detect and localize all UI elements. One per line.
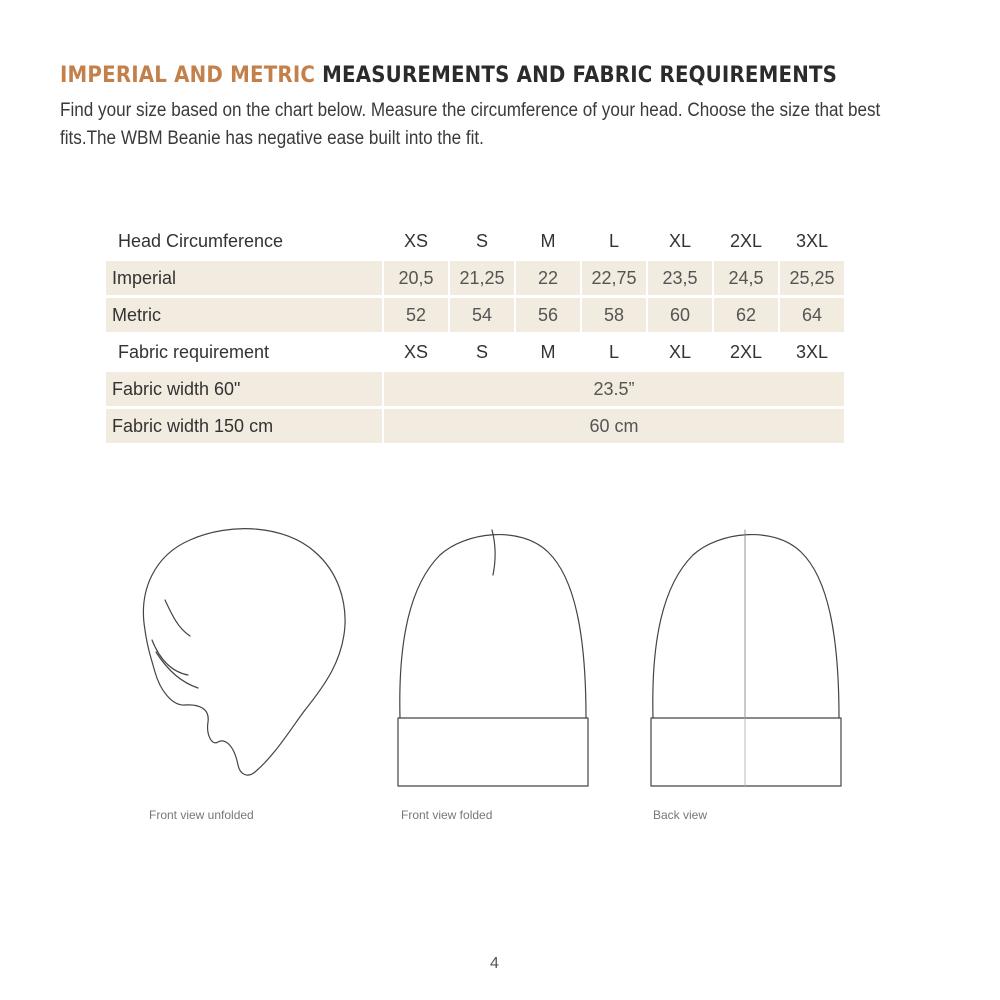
imperial-value: 20,5	[384, 261, 448, 295]
imperial-label: Imperial	[106, 261, 382, 295]
imperial-value: 23,5	[648, 261, 712, 295]
title-accent: IMPERIAL AND METRIC	[60, 63, 316, 88]
metric-value: 56	[516, 298, 580, 332]
fabric-size-header-cell: 3XL	[795, 341, 829, 362]
fabric-size-header-cell: 2XL	[729, 341, 763, 362]
fabric-width-150-value: 60 cm	[384, 409, 844, 443]
intro-text: Find your size based on the chart below. Measure the circumference of your head. Choose the size that best fits.The WBM Beanie has negative ease built into the fit.	[60, 100, 881, 149]
metric-value: 60	[648, 298, 712, 332]
metric-label: Metric	[106, 298, 382, 332]
size-header-cell: L	[608, 230, 619, 251]
fabric-requirement-label: Fabric requirement	[118, 341, 270, 362]
caption-front-folded: Front view folded	[401, 808, 493, 822]
metric-value: 54	[450, 298, 514, 332]
fabric-size-header-cell: L	[608, 341, 619, 362]
imperial-value: 21,25	[450, 261, 514, 295]
size-header-cell: XL	[668, 230, 692, 251]
beanie-unfolded-drawing	[143, 529, 345, 775]
size-header-cell: 3XL	[795, 230, 829, 251]
imperial-value: 22	[516, 261, 580, 295]
beanie-folded-front-drawing	[398, 530, 588, 786]
metric-value: 58	[582, 298, 646, 332]
size-header-cell: 2XL	[729, 230, 763, 251]
imperial-value: 22,75	[582, 261, 646, 295]
caption-back-view: Back view	[653, 808, 708, 822]
page-number: 4	[490, 955, 499, 972]
imperial-value: 25,25	[780, 261, 844, 295]
size-header-cell: S	[475, 230, 488, 251]
metric-value: 62	[714, 298, 778, 332]
title-rest: MEASUREMENTS AND FABRIC REQUIREMENTS	[322, 63, 838, 88]
fabric-width-60-label: Fabric width 60"	[106, 372, 382, 406]
fabric-size-header-cell: S	[475, 341, 488, 362]
beanie-back-drawing	[651, 530, 841, 786]
head-circumference-label: Head Circumference	[118, 230, 284, 251]
metric-value: 64	[780, 298, 844, 332]
imperial-value: 24,5	[714, 261, 778, 295]
size-header-cell: XS	[403, 230, 428, 251]
fabric-size-header-cell: XL	[668, 341, 692, 362]
size-header-cell: M	[540, 230, 556, 251]
fabric-width-150-label: Fabric width 150 cm	[106, 409, 382, 443]
metric-value: 52	[384, 298, 448, 332]
fabric-size-header-cell: M	[540, 341, 556, 362]
caption-front-unfolded: Front view unfolded	[149, 808, 254, 822]
fabric-size-header-cell: XS	[403, 341, 428, 362]
fabric-width-60-value: 23.5”	[384, 372, 844, 406]
